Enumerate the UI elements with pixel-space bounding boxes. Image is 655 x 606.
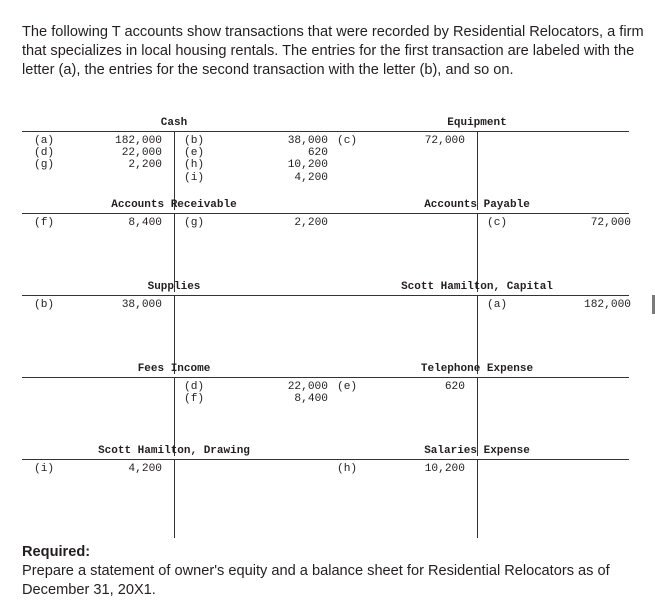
entry-amount: 10,200: [287, 159, 328, 172]
t-account-center-rule: [174, 459, 175, 538]
entry-label: (g): [34, 159, 55, 172]
t-account: [22, 199, 328, 292]
entry-label: (e): [337, 381, 358, 393]
entry-label: (f): [184, 393, 205, 406]
t-account-title: Fees Income: [137, 363, 211, 375]
entry-amount: 182,000: [584, 299, 631, 311]
entry-amount: 72,000: [424, 135, 465, 147]
entry-amount: 620: [307, 147, 328, 160]
t-account: [22, 363, 328, 456]
entry-amount: 38,000: [287, 135, 328, 147]
entry-amount: 72,000: [590, 217, 631, 229]
t-account-title: Accounts Receivable: [111, 199, 237, 211]
entry-label: (i): [34, 463, 55, 475]
problem-intro: The following T accounts show transactions that were recorded by Residential Relocators, a firm that specializes in local housing rentals. The entries for the first transaction are labeled with the letter (a), the entries for the second transaction with the letter (b), and so on.: [22, 24, 644, 78]
entry-row: [176, 381, 326, 393]
t-account: [325, 117, 629, 210]
entry-label: (a): [487, 299, 508, 311]
debit-side: [325, 135, 475, 147]
credit-side: [176, 381, 326, 405]
credit-side: [176, 217, 326, 229]
entry-row: [325, 381, 475, 393]
entry-row: [325, 135, 475, 147]
entry-row: [22, 135, 172, 147]
credit-side: [176, 135, 326, 184]
debit-side: [22, 299, 172, 311]
debit-side: [325, 463, 475, 475]
entry-row: [22, 147, 172, 159]
t-account-title: Scott Hamilton, Drawing: [98, 445, 250, 457]
entry-amount: 22,000: [121, 147, 162, 160]
debit-side: [22, 135, 172, 172]
t-account: [325, 199, 631, 292]
entry-label: (g): [184, 217, 205, 229]
entry-label: (f): [34, 217, 55, 229]
t-account-title: Equipment: [447, 117, 507, 129]
required-section: [22, 543, 650, 600]
entry-label: (i): [184, 171, 205, 184]
entry-amount: 8,400: [294, 393, 328, 406]
entry-label: (h): [337, 463, 358, 475]
t-account-title: Cash: [160, 117, 188, 129]
entry-row: [176, 147, 326, 159]
entry-row: [22, 299, 172, 311]
t-account-title: Scott Hamilton, Capital: [401, 281, 553, 293]
t-account-title: Accounts Payable: [424, 199, 530, 211]
entry-label: (h): [184, 159, 205, 172]
t-account-title: Telephone Expense: [420, 363, 534, 375]
entry-label: (b): [184, 135, 205, 147]
entry-row: [22, 463, 172, 475]
entry-row: [479, 217, 629, 229]
entry-row: [22, 159, 172, 171]
entry-amount: 8,400: [128, 217, 162, 229]
required-text: Prepare a statement of owner's equity and a balance sheet for Residential Relocators as of December 31, 20X1.: [22, 563, 610, 598]
entry-row: [176, 393, 326, 405]
entry-label: (c): [337, 135, 358, 147]
entry-label: (d): [34, 147, 55, 160]
debit-side: [325, 381, 475, 393]
credit-side: [479, 217, 629, 229]
entry-row: [176, 135, 326, 147]
entry-label: (a): [34, 135, 55, 147]
entry-row: [176, 159, 326, 171]
entry-label: (e): [184, 147, 205, 160]
debit-side: [22, 217, 172, 229]
t-account: [325, 281, 631, 374]
entry-amount: 38,000: [121, 299, 162, 311]
entry-amount: 4,200: [128, 463, 162, 475]
entry-amount: 2,200: [128, 159, 162, 172]
t-account: [22, 445, 326, 538]
required-heading: Required:: [22, 544, 91, 560]
t-account: [22, 281, 326, 374]
entry-amount: 182,000: [115, 135, 162, 147]
entry-amount: 22,000: [287, 381, 328, 393]
t-account: [325, 445, 629, 538]
t-account-title: Supplies: [147, 281, 201, 293]
entry-row: [176, 217, 326, 229]
t-account: [325, 363, 629, 456]
credit-side: [479, 299, 629, 311]
entry-row: [325, 463, 475, 475]
entry-row: [22, 217, 172, 229]
entry-amount: 2,200: [294, 217, 328, 229]
debit-side: [22, 463, 172, 475]
entry-row: [176, 172, 326, 184]
entry-amount: 620: [444, 381, 465, 393]
t-account: [22, 117, 328, 210]
entry-amount: 10,200: [424, 463, 465, 475]
t-account-center-rule: [477, 459, 478, 538]
entry-label: (c): [487, 217, 508, 229]
entry-row: [479, 299, 629, 311]
t-account-title: Salaries Expense: [424, 445, 530, 457]
entry-label: (d): [184, 381, 205, 393]
entry-amount: 4,200: [294, 171, 328, 184]
entry-label: (b): [34, 299, 55, 311]
